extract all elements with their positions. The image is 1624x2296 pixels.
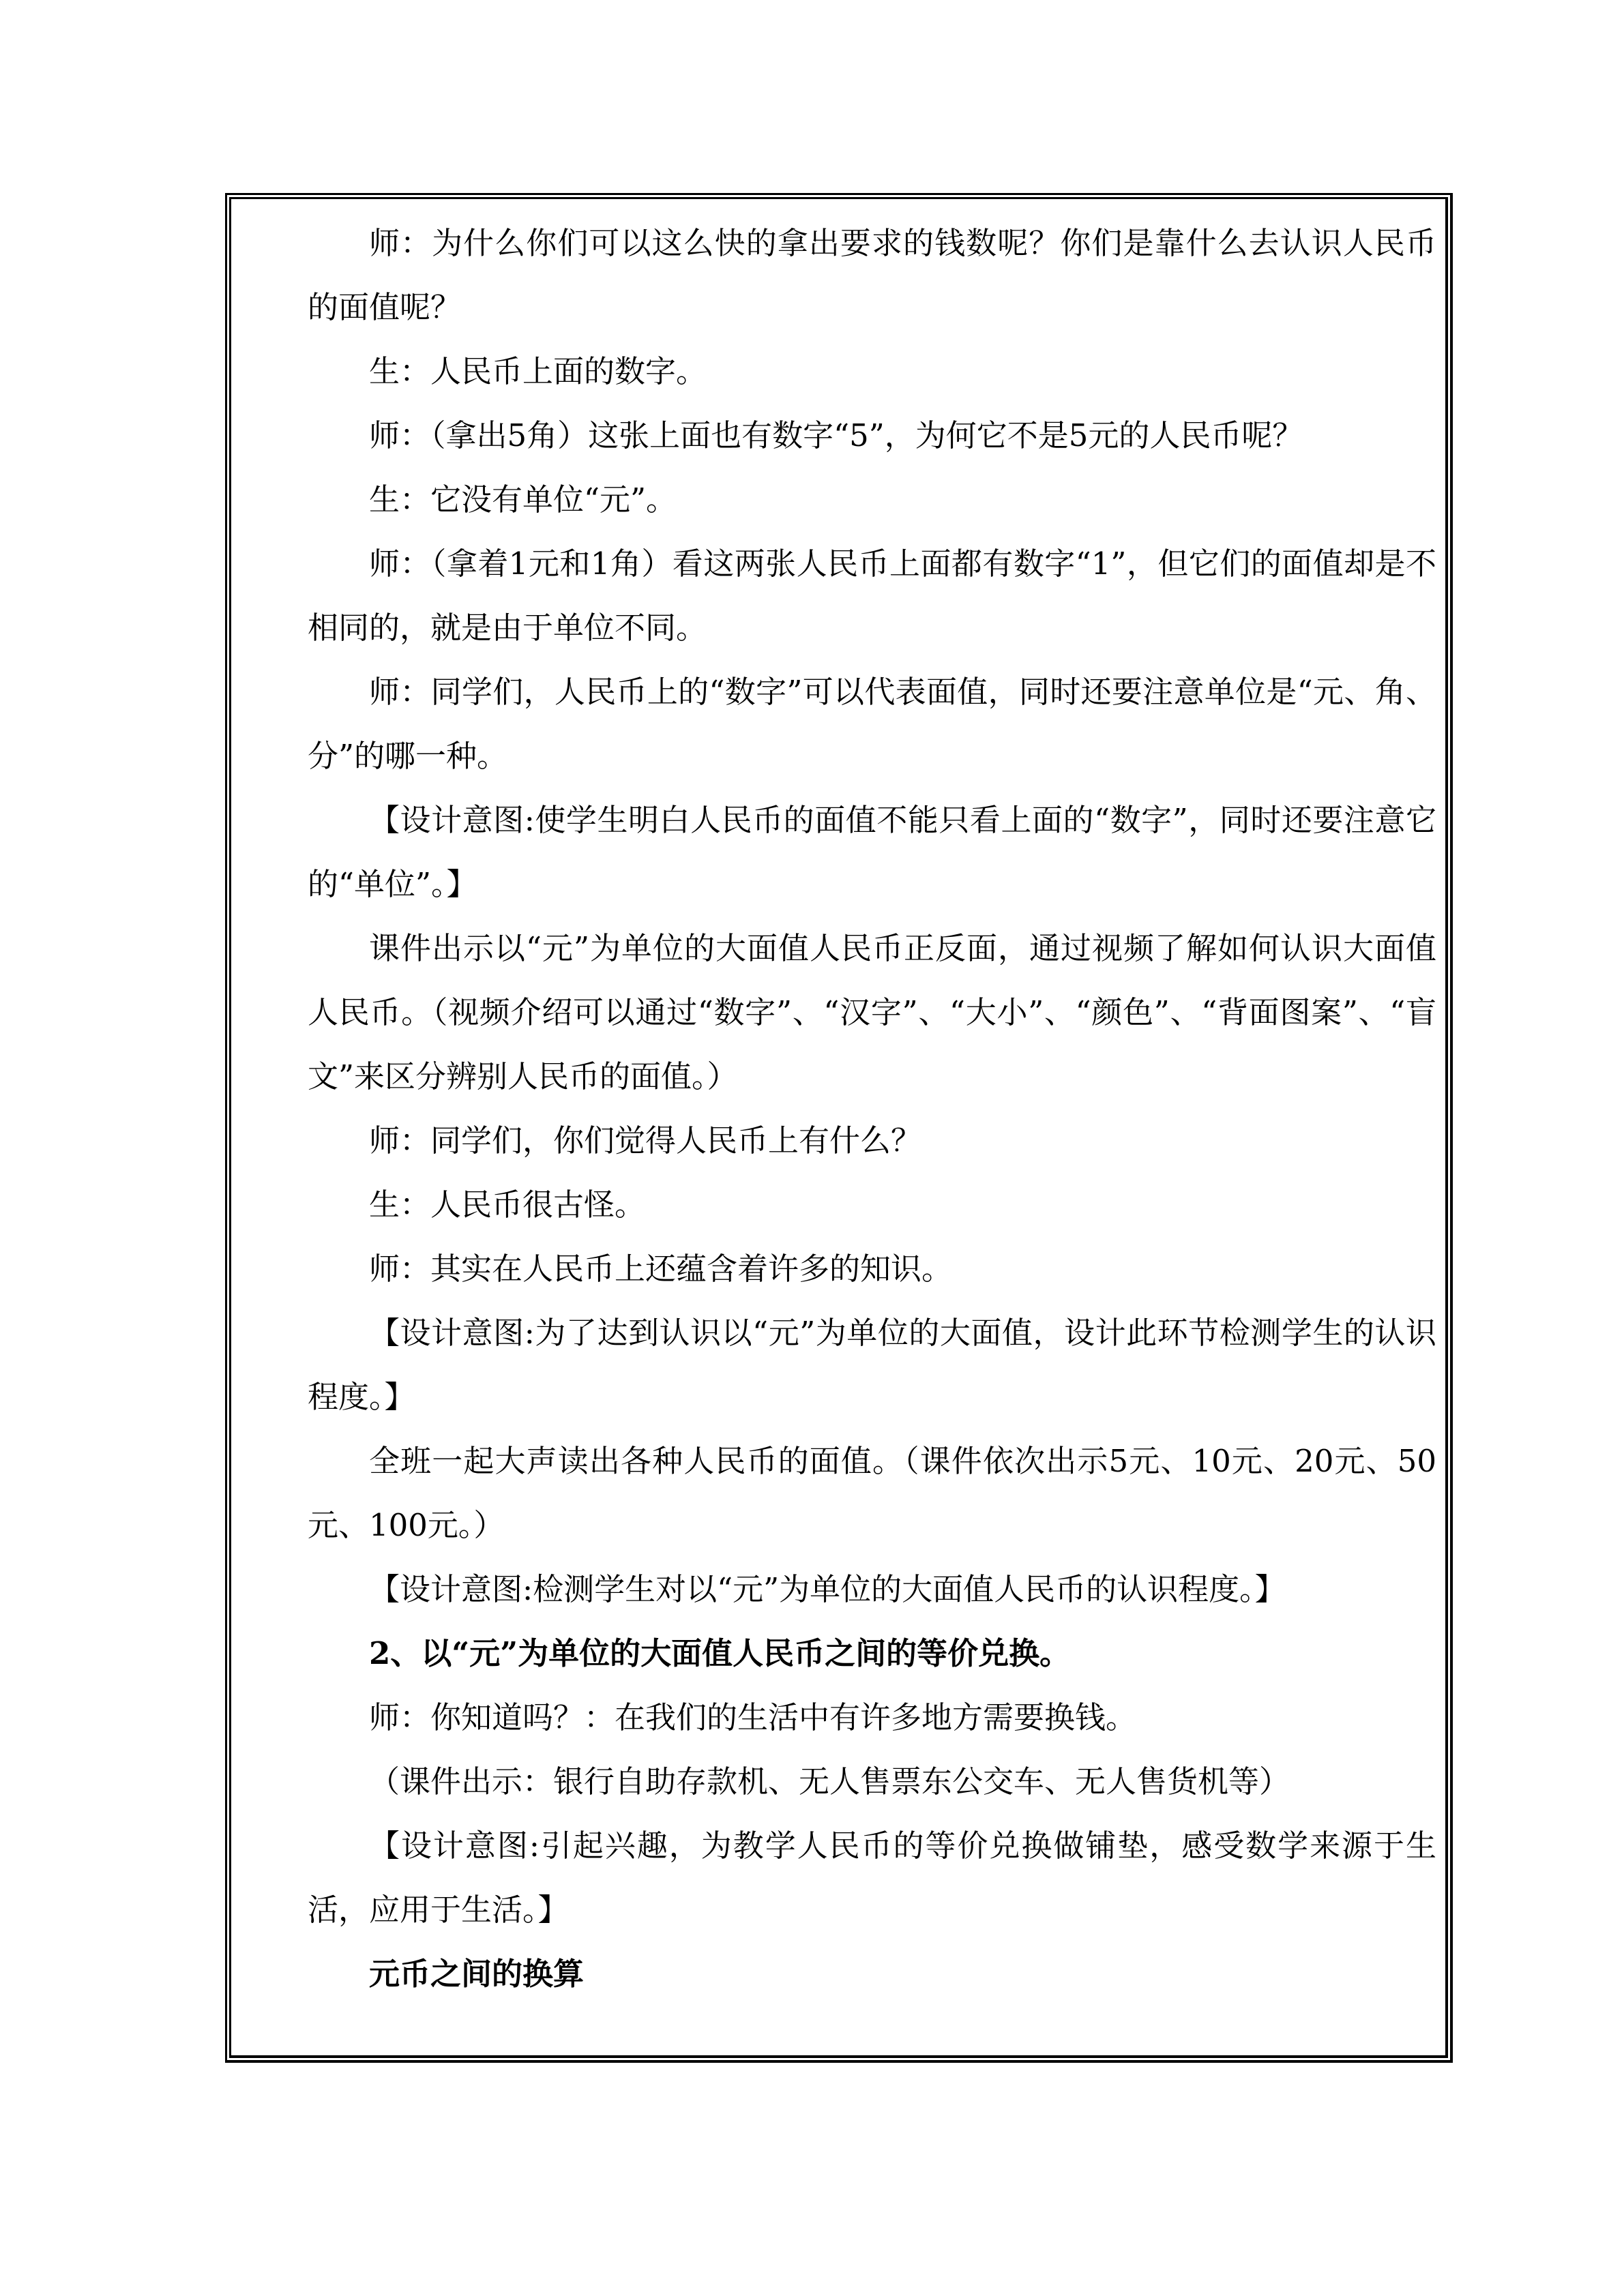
lesson-content bbox=[308, 211, 1436, 2006]
design-intent-note: 【设计意图:检测学生对以“元”为单位的大面值人民币的认识程度。】 bbox=[369, 1571, 1286, 1607]
paragraph: 师：你知道吗？：在我们的生活中有许多地方需要换钱。 bbox=[369, 1699, 1137, 1735]
paragraph: 生：人民币上面的数字。 bbox=[369, 353, 707, 389]
paragraph: 生：人民币很古怪。 bbox=[369, 1187, 646, 1223]
design-intent-note: 【设计意图:引起兴趣，为教学人民币的等价兑换做铺垫，感受数学来源于生活，应用于生活。】 bbox=[308, 1828, 1436, 1928]
table-frame bbox=[225, 193, 1453, 2063]
paragraph: 生：它没有单位“元”。 bbox=[369, 481, 677, 518]
paragraph: 师：（拿出5角）这张上面也有数字“5”，为何它不是5元的人民币呢？ bbox=[369, 417, 1303, 453]
paragraph: 师：同学们，你们觉得人民币上有什么？ bbox=[369, 1122, 922, 1159]
design-intent-note: 【设计意图:使学生明白人民币的面值不能只看上面的“数字”，同时还要注意它的“单位”。】 bbox=[308, 802, 1436, 902]
design-intent-note: 【设计意图:为了达到认识以“元”为单位的大面值，设计此环节检测学生的认识程度。】 bbox=[308, 1315, 1436, 1415]
paragraph: 师：（拿着1元和1角）看这两张人民币上面都有数字“1”，但它们的面值却是不相同的，就是由于单位不同。 bbox=[308, 546, 1436, 646]
paragraph: 师：同学们，人民币上的“数字”可以代表面值，同时还要注意单位是“元、角、分”的哪一种。 bbox=[308, 674, 1436, 774]
section-heading: 2、以“元”为单位的大面值人民币之间的等价兑换。 bbox=[369, 1635, 1071, 1671]
section-heading: 元币之间的换算 bbox=[369, 1956, 585, 1992]
paragraph: （课件出示：银行自助存款机、无人售票东公交车、无人售货机等） bbox=[369, 1763, 1290, 1800]
paragraph: 全班一起大声读出各种人民币的面值。（课件依次出示5元、10元、20元、50元、100元。） bbox=[308, 1443, 1436, 1543]
paragraph: 师：其实在人民币上还蕴含着许多的知识。 bbox=[369, 1251, 953, 1287]
paragraph: 师：为什么你们可以这么快的拿出要求的钱数呢？你们是靠什么去认识人民币的面值呢？ bbox=[308, 225, 1436, 325]
paragraph: 课件出示以“元”为单位的大面值人民币正反面，通过视频了解如何认识大面值人民币。（视频介绍可以通过“数字”、“汉字”、“大小”、“颜色”、“背面图案”、“盲文”来区分辨别人民币的面值。） bbox=[308, 930, 1436, 1094]
